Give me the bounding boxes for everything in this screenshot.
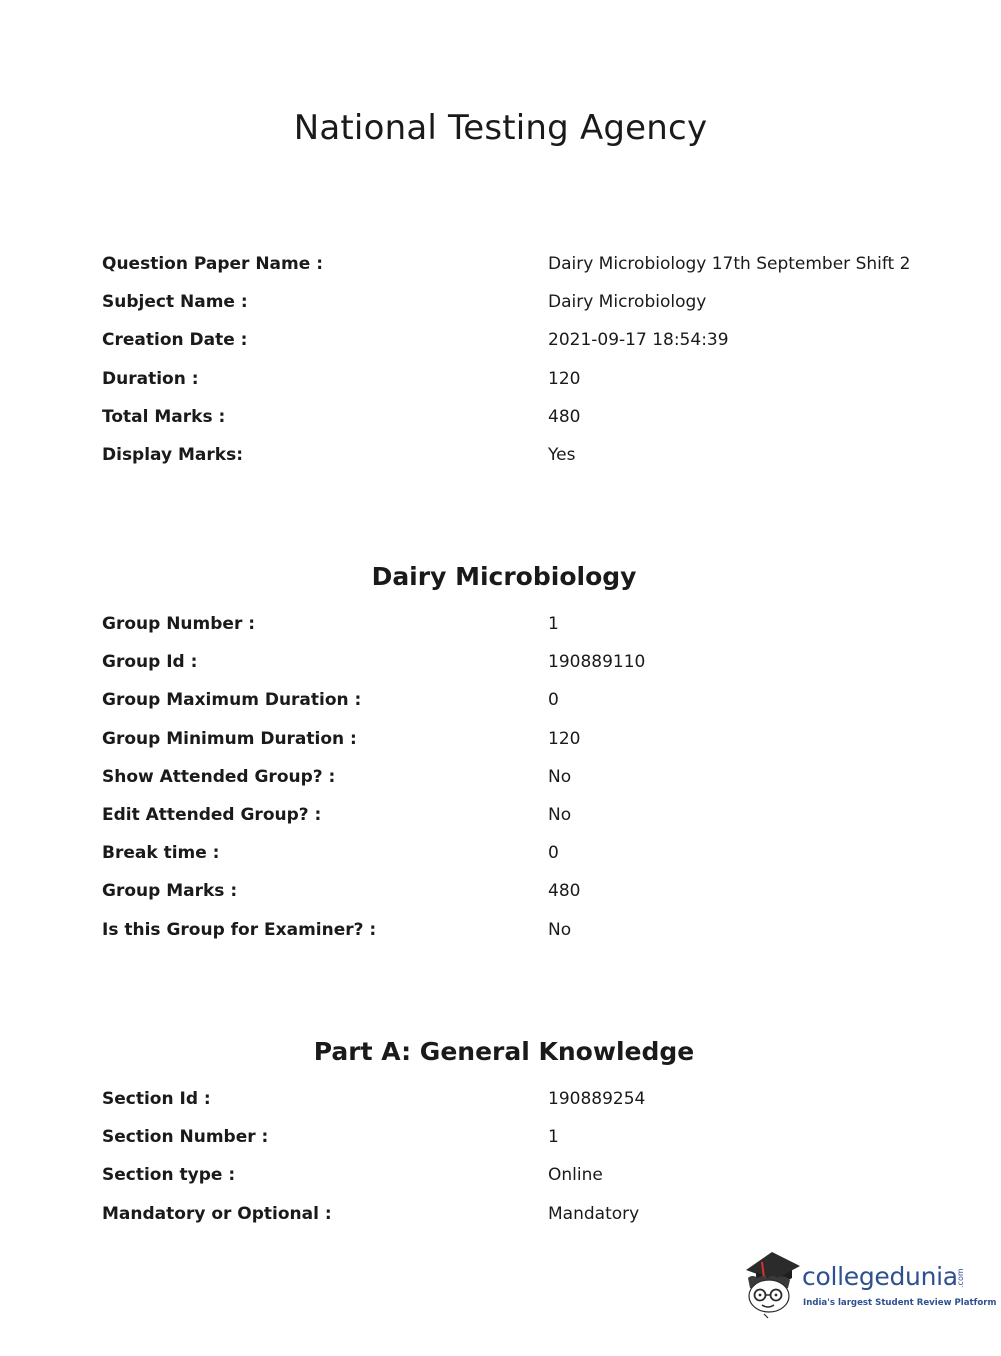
- group-value: 190889110: [548, 652, 646, 673]
- mascot-icon: [742, 1248, 804, 1320]
- group-row: [102, 796, 962, 834]
- info-row: [102, 436, 962, 474]
- group-value: No: [548, 805, 572, 826]
- section-row: [102, 1156, 962, 1194]
- info-row: [102, 360, 962, 398]
- section-row: [102, 1080, 962, 1118]
- info-label: Creation Date :: [102, 330, 248, 351]
- section-label: Mandatory or Optional :: [102, 1203, 332, 1224]
- info-value: Dairy Microbiology: [548, 292, 707, 313]
- group-label: Edit Attended Group? :: [102, 805, 322, 826]
- info-value: Yes: [548, 445, 576, 466]
- group-label: Break time :: [102, 843, 220, 864]
- group-row: [102, 872, 962, 910]
- section-heading: Part A: General Knowledge: [313, 1037, 695, 1066]
- group-row: [102, 643, 962, 681]
- group-value: 120: [548, 728, 581, 749]
- group-label: Group Maximum Duration :: [102, 690, 362, 711]
- section-value: Mandatory: [548, 1203, 640, 1224]
- group-row: [102, 911, 962, 949]
- logo-suffix: .com: [956, 1268, 965, 1288]
- section-row: [102, 1118, 962, 1156]
- section-label: Section Number :: [102, 1127, 269, 1148]
- group-value: 0: [548, 690, 559, 711]
- section-info: [102, 1080, 962, 1233]
- group-value: No: [548, 919, 572, 940]
- info-label: Subject Name :: [102, 292, 248, 313]
- group-row: [102, 720, 962, 758]
- logo-tagline: India's largest Student Review Platform: [803, 1298, 997, 1308]
- group-value: No: [548, 766, 572, 787]
- group-value: 1: [548, 614, 559, 635]
- group-label: Group Marks :: [102, 881, 238, 902]
- group-label: Show Attended Group? :: [102, 766, 336, 787]
- group-row: [102, 681, 962, 719]
- page-title: National Testing Agency: [293, 108, 708, 148]
- info-value: 120: [548, 368, 581, 389]
- info-value: 480: [548, 406, 581, 427]
- group-row: [102, 605, 962, 643]
- group-row: [102, 834, 962, 872]
- info-value: Dairy Microbiology 17th September Shift 2: [548, 254, 911, 275]
- logo-name: collegedunia: [802, 1262, 958, 1291]
- info-label: Question Paper Name :: [102, 254, 323, 275]
- section-value: 1: [548, 1127, 559, 1148]
- section-row: [102, 1195, 962, 1233]
- group-label: Group Number :: [102, 614, 256, 635]
- collegedunia-logo: [742, 1248, 997, 1320]
- group-label: Group Minimum Duration :: [102, 728, 357, 749]
- info-value: 2021-09-17 18:54:39: [548, 330, 729, 351]
- group-row: [102, 758, 962, 796]
- group-value: 480: [548, 881, 581, 902]
- info-row: [102, 398, 962, 436]
- group-label: Is this Group for Examiner? :: [102, 919, 377, 940]
- info-label: Display Marks:: [102, 445, 243, 466]
- section-label: Section Id :: [102, 1089, 211, 1110]
- info-row: [102, 245, 962, 283]
- section-value: Online: [548, 1165, 603, 1186]
- info-label: Duration :: [102, 368, 199, 389]
- group-heading: Dairy Microbiology: [371, 562, 637, 591]
- group-label: Group Id :: [102, 652, 198, 673]
- paper-info: [102, 245, 962, 474]
- info-row: [102, 283, 962, 321]
- section-value: 190889254: [548, 1089, 646, 1110]
- section-label: Section type :: [102, 1165, 236, 1186]
- group-info: [102, 605, 962, 949]
- info-label: Total Marks :: [102, 406, 226, 427]
- group-value: 0: [548, 843, 559, 864]
- info-row: [102, 321, 962, 359]
